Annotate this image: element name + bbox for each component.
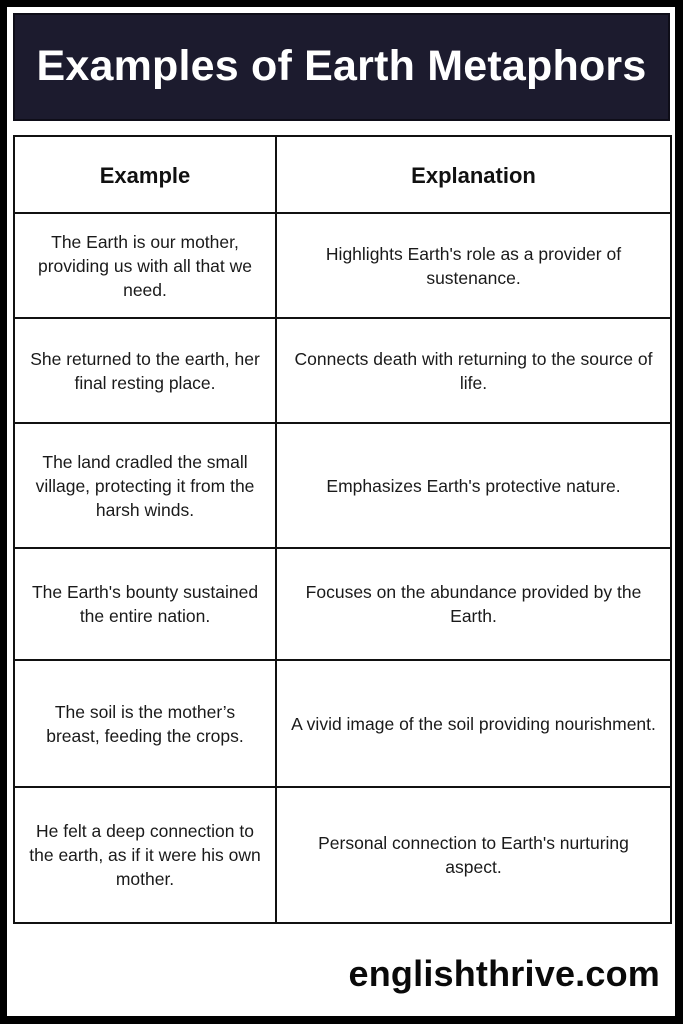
example-cell: The land cradled the small village, protecting it from the harsh winds. (14, 423, 276, 548)
example-cell: The Earth's bounty sustained the entire nation. (14, 548, 276, 660)
table-row (14, 213, 671, 318)
table-row (14, 548, 671, 660)
page-title: Examples of Earth Metaphors (36, 41, 647, 90)
explanation-cell: Emphasizes Earth's protective nature. (276, 423, 671, 548)
table-row (14, 423, 671, 548)
explanation-cell: Connects death with returning to the source of life. (276, 318, 671, 423)
column-header-example: Example (14, 136, 276, 213)
example-cell: He felt a deep connection to the earth, as if it were his own mother. (14, 787, 276, 923)
example-cell: The soil is the mother’s breast, feeding the crops. (14, 660, 276, 787)
explanation-cell: A vivid image of the soil providing nourishment. (276, 660, 671, 787)
example-cell: She returned to the earth, her final resting place. (14, 318, 276, 423)
page-frame (7, 7, 675, 1016)
table-row (14, 787, 671, 923)
column-header-explanation: Explanation (276, 136, 671, 213)
site-watermark: englishthrive.com (348, 953, 660, 994)
metaphors-table (13, 135, 672, 924)
table-row (14, 660, 671, 787)
explanation-cell: Highlights Earth's role as a provider of sustenance. (276, 213, 671, 318)
example-cell: The Earth is our mother, providing us with all that we need. (14, 213, 276, 318)
explanation-cell: Focuses on the abundance provided by the Earth. (276, 548, 671, 660)
explanation-cell: Personal connection to Earth's nurturing aspect. (276, 787, 671, 923)
table-row (14, 318, 671, 423)
table-header-row (14, 136, 671, 213)
title-banner (13, 13, 670, 121)
